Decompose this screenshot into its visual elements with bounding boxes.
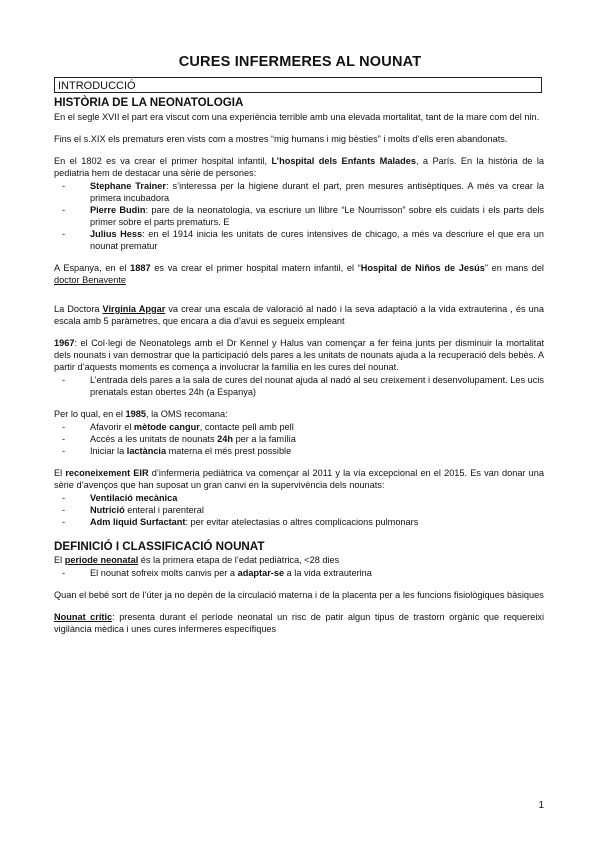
paragraph: En el segle XVII el part era viscut com una experiència terrible amb una elevada mortalitat, tant de la mare com del nin. bbox=[54, 112, 540, 122]
paragraph: A Espanya, en el 1887 es va crear el primer hospital matern infantil, el “Hospital de Niños de Jesús” en mans del doctor Benavente bbox=[54, 263, 544, 285]
list-item: - Julius Hess: en el 1914 inicia les unitats de cures intensives de chicago, a més va descriure el que era un nounat prematur bbox=[54, 228, 544, 252]
list-item: - Iniciar la lactància materna el més prest possible bbox=[54, 445, 544, 457]
advances-list bbox=[54, 492, 544, 528]
list-item: - Adm liquid Surfactant: per evitar atelectasias o altres complicacions pulmonars bbox=[54, 516, 544, 528]
paragraph: El reconeixement EIR d’infermeria pediàtrica va començar al 2011 y la vía excepcional en el 2015. Es van donar una sèrie d’avenços que han suposat un gran canvi en la supervivència dels nounats: bbox=[54, 468, 544, 490]
list-item: - Ventilació mecànica bbox=[54, 492, 544, 504]
persons-list bbox=[54, 180, 544, 252]
document-body bbox=[54, 96, 544, 645]
section-heading-definition: DEFINICIÓ I CLASSIFICACIÓ NOUNAT bbox=[54, 540, 265, 553]
document-title: CURES INFERMERES AL NOUNAT bbox=[178, 54, 422, 70]
neonatal-list bbox=[54, 567, 544, 579]
list-item: - Afavorir el mètode cangur, contacte pell amb pell bbox=[54, 421, 544, 433]
intro-box: INTRODUCCIÓ bbox=[54, 77, 542, 93]
list-item: - Accés a les unitats de nounats 24h per a la família bbox=[54, 433, 544, 445]
list-item: - Nutrició enteral i parenteral bbox=[54, 504, 544, 516]
paragraph: Per lo qual, en el 1985, la OMS recomana: bbox=[54, 409, 228, 419]
paragraph: Fins el s.XIX els prematurs eren vists com a mostres “mig humans i mig bèsties” i molts d’ells eren abandonats. bbox=[54, 134, 508, 144]
section-heading-history: HISTÒRIA DE LA NEONATOLOGIA bbox=[54, 96, 244, 109]
page-number: 1 bbox=[538, 800, 544, 811]
list-item: - El nounat sofreix molts canvis per a adaptar-se a la vida extrauterina bbox=[54, 567, 544, 579]
paragraph: 1967: el Col·legi de Neonatolegs amb el Dr Kennel y Halus van començar a fer feina junts per disminuir la mortalitat dels nounats i van demostrar que la participació dels pares a les unitats de nounats ajuda a la recuperació dels bebès. A partir d’aquests moments es comença a involucrar la família en les cures del nounat. bbox=[54, 338, 544, 372]
paragraph: Nounat crític: presenta durant el període neonatal un risc de patir algun tipus de trastorn orgànic que requereixi vigilància mèdica i unes cures infermeres específiques bbox=[54, 612, 544, 634]
paragraph: Quan el bebé sort de l’úter ja no depèn de la circulació materna i de la placenta per a les funcions fisiològiques bàsiques bbox=[54, 590, 544, 600]
list-item: - Stephane Trainer: s’interessa per la higiene durant el part, pren mesures antisèptiques. A més va crear la primera incubadora bbox=[54, 180, 544, 204]
paragraph: En el 1802 es va crear el primer hospital infantil, L’hospital dels Enfants Malades, a París. En la història de la pediatria hem de destacar una sèrie de persones: bbox=[54, 156, 545, 178]
paragraph: El periode neonatal és la primera etapa de l’edat pediàtrica, <28 dies bbox=[54, 555, 340, 565]
list-item: - Pierre Budin: pare de la neonatologia, va escriure un llibre “Le Nourrisson” sobre els cuidats i els parts dels primer sobre el parts prematurs. E bbox=[54, 204, 544, 228]
list-item: - L’entrada dels pares a la sala de cures del nounat ajuda al nadó al seu creixement i desenvolupament. Les ucis prenatals estan obertes 24h (a Espanya) bbox=[54, 374, 544, 398]
oms-list bbox=[54, 421, 544, 457]
bold-term: L’hospital dels Enfants Malades bbox=[271, 156, 416, 166]
family-list bbox=[54, 374, 544, 398]
paragraph: La Doctora Virginia Apgar va crear una escala de valoració al nadó i la seva adaptació a la vida extrauterina , és una escala amb 5 paràmetres, que encara a dia d’avui es segueix empleant bbox=[54, 304, 544, 326]
